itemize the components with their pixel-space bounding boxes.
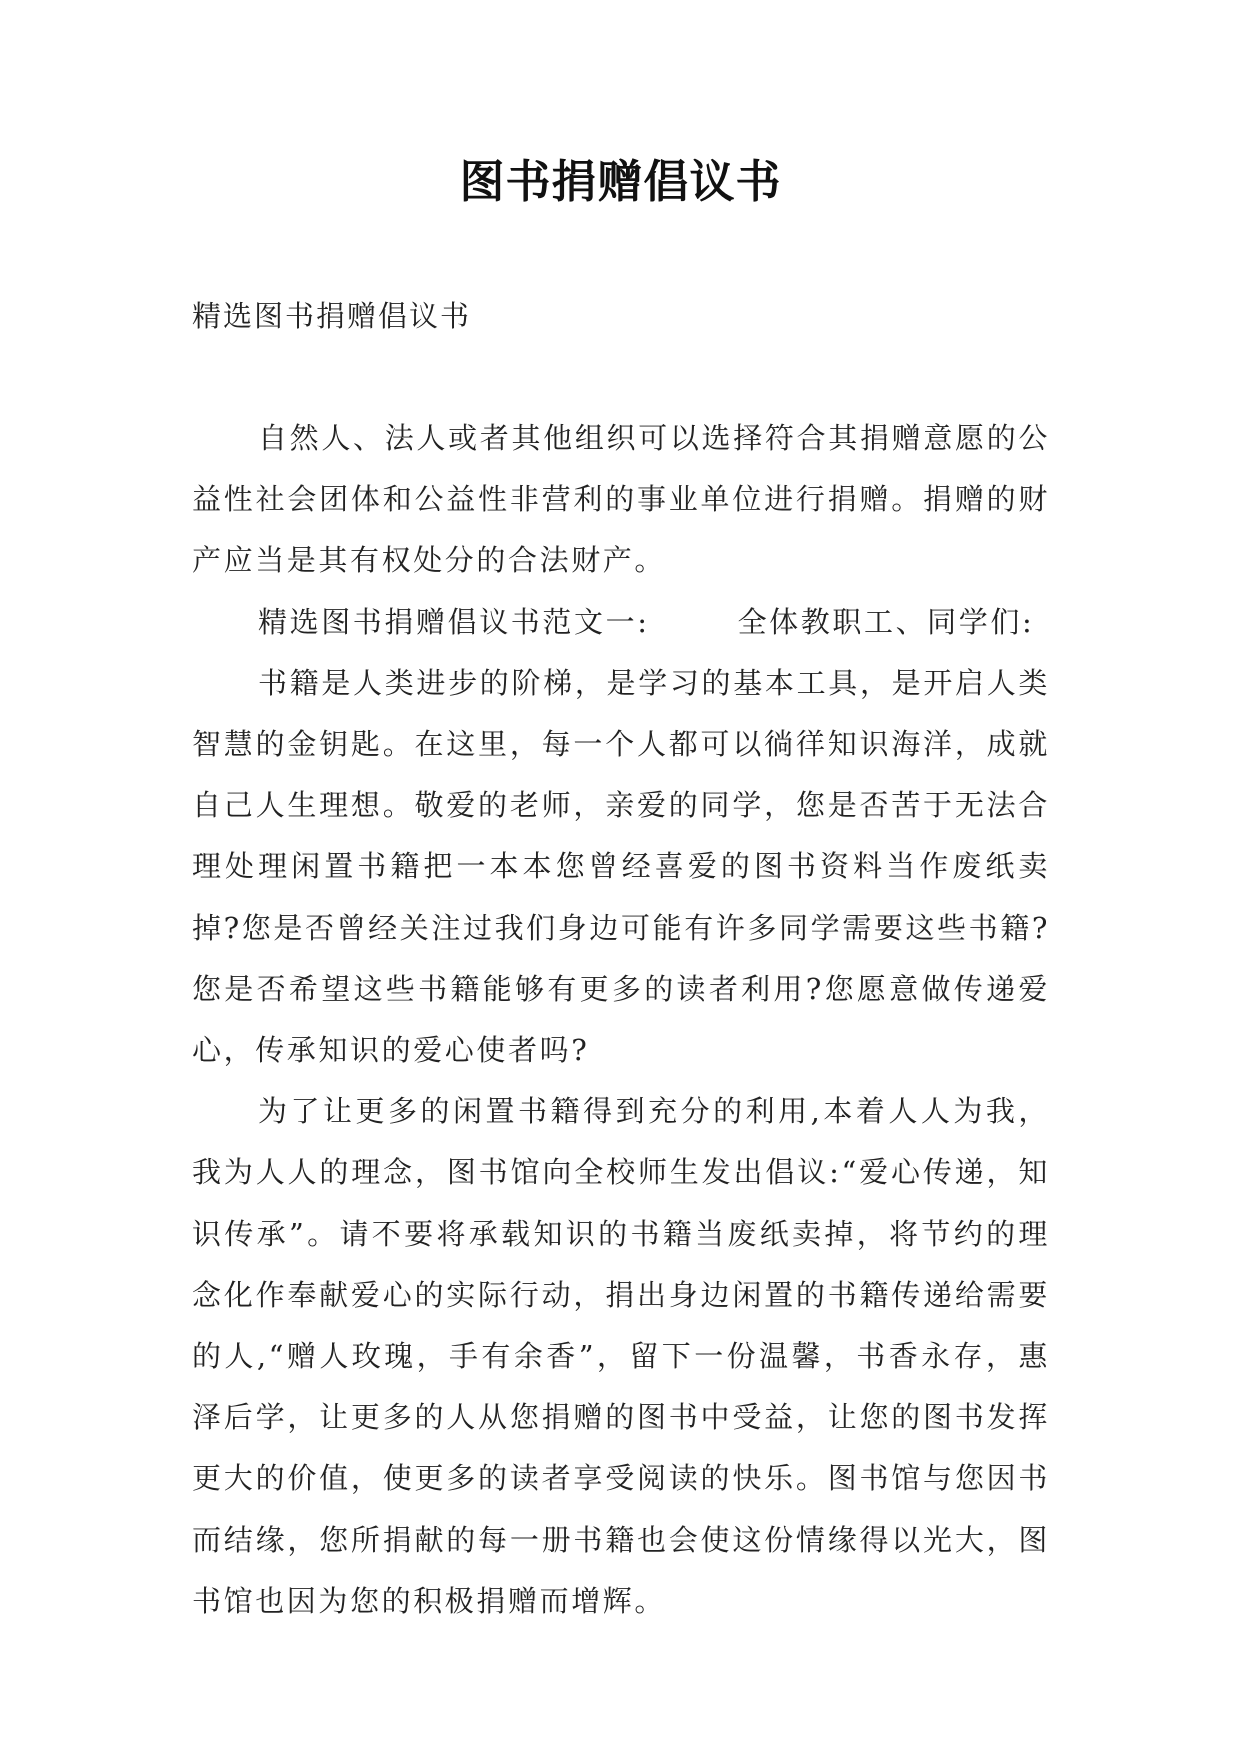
salutation: 全体教职工、同学们: [737, 604, 1035, 639]
body-paragraph-1: 书籍是人类进步的阶梯，是学习的基本工具，是开启人类智慧的金钥匙。在这里，每一个人都可以徜徉知识海洋，成就自己人生理想。敬爱的老师，亲爱的同学，您是否苦于无法合理处理闲置书籍把一本本您曾经喜爱的图书资料当作废纸卖掉?您是否曾经关注过我们身边可能有许多同学需要这些书籍?您是否希望这些书籍能够有更多的读者利用?您愿意做传递爱心，传承知识的爱心使者吗? [192, 665, 1050, 1068]
document-subtitle: 精选图书捐赠倡议书 [192, 299, 472, 333]
document-title: 图书捐赠倡议书 [459, 155, 782, 208]
document-body [192, 408, 1050, 1632]
intro-paragraph: 自然人、法人或者其他组织可以选择符合其捐赠意愿的公益性社会团体和公益性非营利的事业单位进行捐赠。捐赠的财产应当是其有权处分的合法财产。 [192, 421, 1050, 578]
body-paragraph-2: 为了让更多的闲置书籍得到充分的利用,本着人人为我，我为人人的理念，图书馆向全校师生发出倡议:“爱心传递，知识传承”。请不要将承载知识的书籍当废纸卖掉，将节约的理念化作奉献爱心的实际行动，捐出身边闲置的书籍传递给需要的人,“赠人玫瑰，手有余香”，留下一份温馨，书香永存，惠泽后学，让更多的人从您捐赠的图书中受益，让您的图书发挥更大的价值，使更多的读者享受阅读的快乐。图书馆与您因书而结缘，您所捐献的每一册书籍也会使这份情缘得以光大，图书馆也因为您的积极捐赠而增辉。 [192, 1094, 1050, 1618]
sample-label: 精选图书捐赠倡议书范文一: [258, 604, 650, 639]
sample-heading-line [192, 592, 1050, 653]
